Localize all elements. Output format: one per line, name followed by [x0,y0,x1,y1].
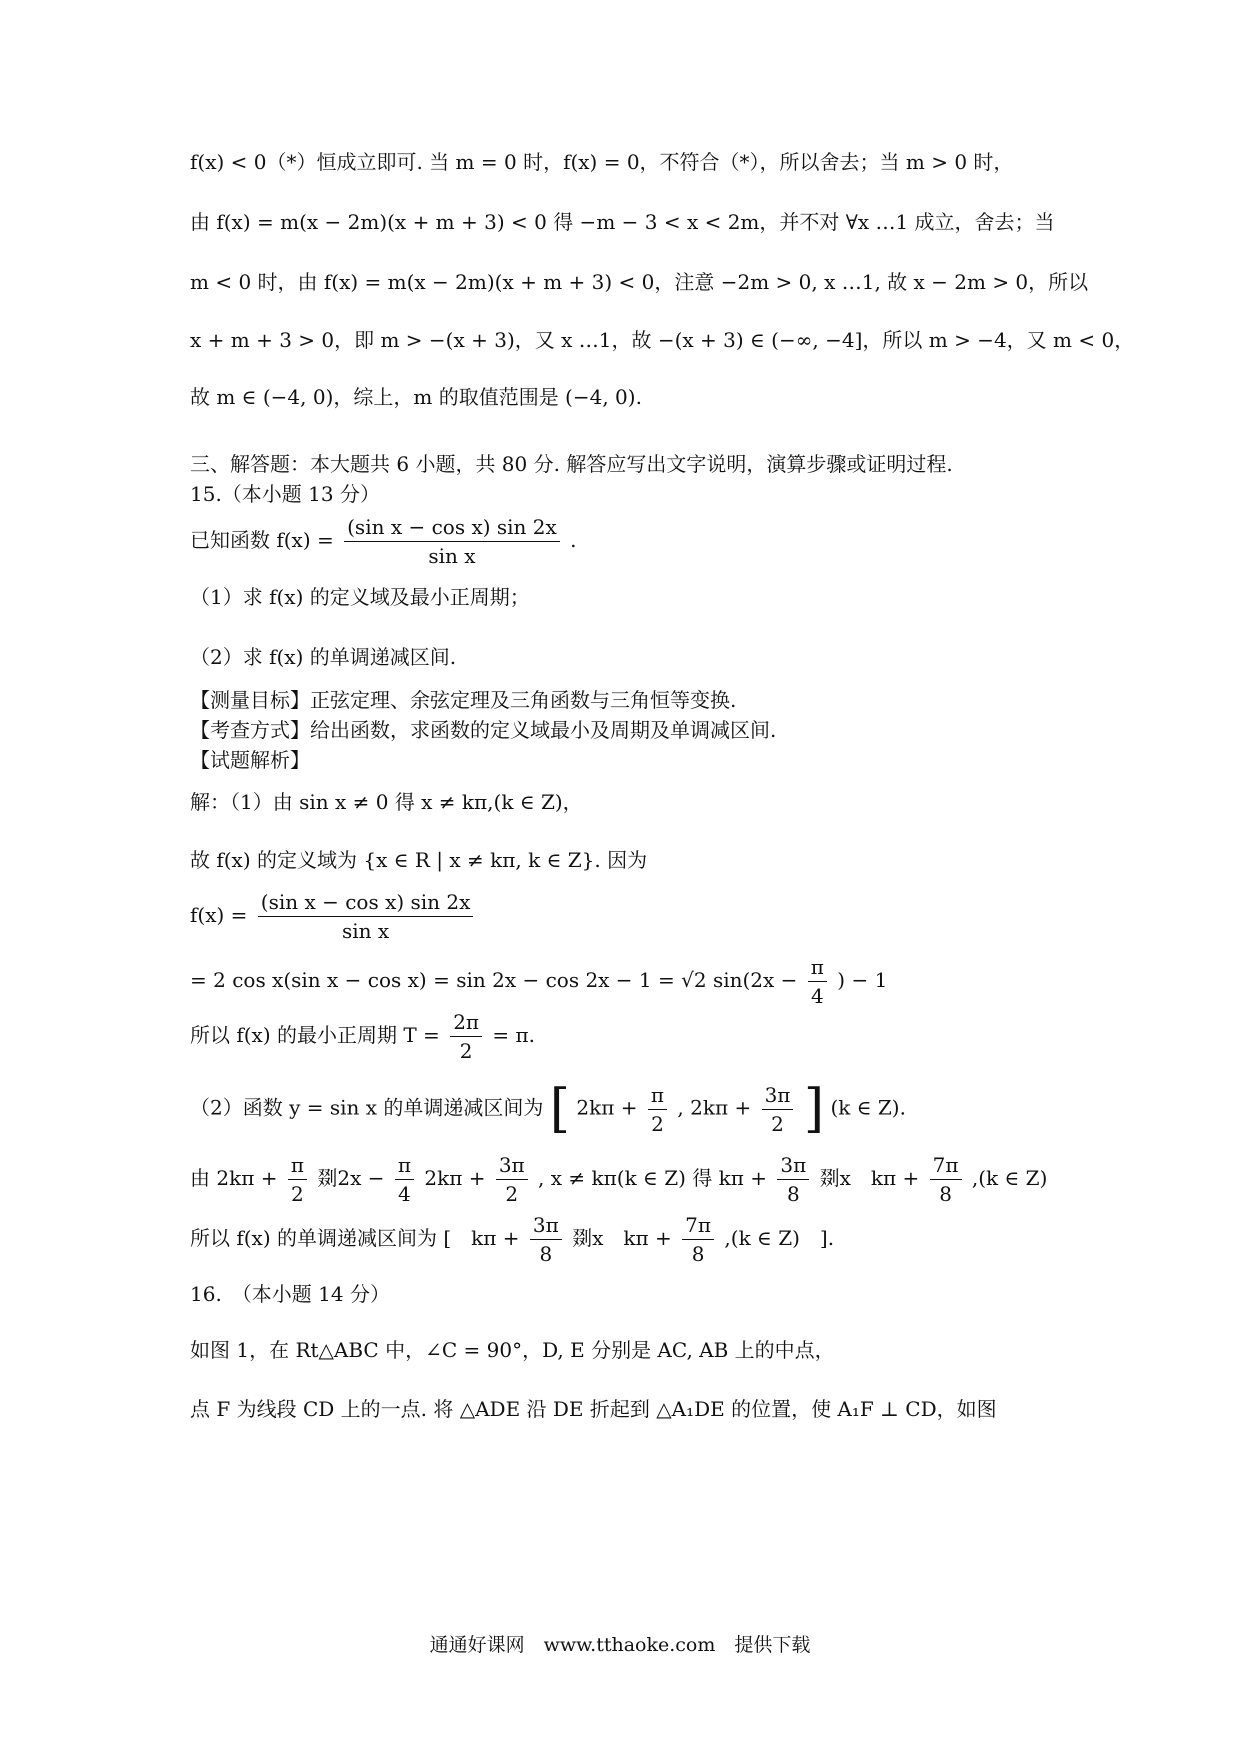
solution-step-4 [190,955,887,1008]
solution-step-6 [190,1078,906,1140]
right-bracket: ] [803,1079,825,1139]
step7-e: 剟x kπ + [819,1166,920,1190]
fraction-numerator: 7π [930,1153,962,1180]
fraction-denominator: 8 [539,1242,553,1266]
step4-fraction [808,955,827,1008]
fraction-denominator: 2 [291,1182,304,1206]
fraction-denominator: 4 [810,984,824,1008]
step8-a: 所以 f(x) 的单调递减区间为 [ kπ + [190,1226,520,1250]
step6-fraction-b [762,1083,794,1136]
step7-fraction-c [496,1153,528,1206]
step6-a: 2kπ + [576,1095,638,1120]
step4-end: ) − 1 [837,968,888,992]
fraction-numerator: 3π [530,1213,562,1240]
q15-title: 15.（本小题 13 分） [190,482,380,506]
q15-given [190,515,577,568]
exam-method: 【考查方式】给出函数，求函数的定义域最小及周期及单调减区间. [190,718,777,742]
step3-fraction [258,890,474,943]
step7-fraction-e [930,1153,962,1206]
step6-prefix: （2）函数 y = sin x 的单调递减区间为 [190,1095,544,1120]
step6-fraction-a [648,1083,667,1136]
fraction-denominator: 8 [786,1182,800,1206]
step7-fraction-b [395,1153,414,1206]
step8-fraction-b [682,1213,714,1266]
fraction-numerator: 7π [682,1213,714,1240]
fraction-denominator: sin x [428,544,476,568]
step8-fraction-a [530,1213,562,1266]
continuation-line-3: m < 0 时，由 f(x) = m(x − 2m)(x + m + 3) < 0，注意 −2m > 0, x …1, 故 x − 2m > 0，所以 [190,270,1089,294]
q16-line-1: 如图 1，在 Rt△ABC 中，∠C = 90°，D, E 分别是 AC, AB 上的中点， [190,1338,835,1362]
q15-given-prefix: 已知函数 f(x) = [190,528,334,552]
page-footer: 通通好课网 www.tthaoke.com 提供下载 [429,1634,811,1656]
fraction-numerator: 3π [762,1083,794,1110]
fraction-denominator: 2 [651,1111,664,1136]
fraction-numerator: π [288,1153,307,1180]
q16-line-2: 点 F 为线段 CD 上的一点. 将 △ADE 沿 DE 折起到 △A₁DE 的位置，使 A₁F ⊥ CD，如图 [190,1397,997,1421]
fraction-numerator: 3π [777,1153,809,1180]
step7-a: 由 2kπ + [190,1166,278,1190]
continuation-line-5: 故 m ∈ (−4, 0)，综上，m 的取值范围是 (−4, 0). [190,385,642,409]
step8-b: 剟x kπ + [572,1226,672,1250]
solution-step-7 [190,1153,1047,1206]
q16-title: 16. （本小题 14 分） [190,1282,390,1306]
continuation-line-1: f(x) < 0（*）恒成立即可. 当 m = 0 时，f(x) = 0，不符合（*），所以舍去；当 m > 0 时， [190,150,1014,174]
solution-step-8 [190,1213,834,1266]
measure-target: 【测量目标】正弦定理、余弦定理及三角函数与三角恒等变换. [190,688,737,712]
step7-end: ,(k ∈ Z) [971,1166,1048,1190]
fraction-numerator: (sin x − cos x) sin 2x [258,890,474,917]
fraction-denominator: 4 [398,1182,411,1206]
step8-end: ,(k ∈ Z) ]. [724,1226,835,1250]
step5-fraction [450,1010,482,1063]
fraction-denominator: 8 [939,1182,952,1206]
step7-fraction-d [777,1153,809,1206]
fraction-numerator: π [648,1083,667,1110]
fraction-numerator: π [808,955,827,982]
fraction-denominator: 8 [691,1242,705,1266]
q15-given-fraction [344,515,560,568]
left-bracket: [ [549,1079,571,1139]
fraction-denominator: 2 [459,1039,473,1063]
step7-fraction-a [288,1153,307,1206]
solution-step-2: 故 f(x) 的定义域为 {x ∈ R | x ≠ kπ, k ∈ Z}. 因为 [190,848,648,872]
step5-end: = π. [492,1023,536,1047]
step7-d: , x ≠ kπ(k ∈ Z) 得 kπ + [538,1166,768,1190]
fraction-numerator: 3π [496,1153,528,1180]
q15-part-1: （1）求 f(x) 的定义域及最小正周期； [190,585,530,609]
section-heading: 三、解答题：本大题共 6 小题，共 80 分. 解答应写出文字说明，演算步骤或证明过程. [190,452,953,476]
step6-b: , 2kπ + [677,1095,752,1120]
step3-prefix: f(x) = [190,903,248,927]
step5-prefix: 所以 f(x) 的最小正周期 T = [190,1023,440,1047]
fraction-denominator: 2 [505,1182,519,1206]
step7-b: 剟2x − [317,1166,385,1190]
fraction-denominator: sin x [342,919,390,943]
continuation-line-4: x + m + 3 > 0，即 m > −(x + 3)，又 x …1，故 −(x + 3) ∈ (−∞, −4]，所以 m > −4，又 m < 0， [190,328,1135,352]
solution-step-5 [190,1010,535,1063]
fraction-numerator: 2π [450,1010,482,1037]
fraction-denominator: 2 [771,1111,784,1136]
solution-step-3 [190,890,477,943]
solution-step-1: 解：（1）由 sin x ≠ 0 得 x ≠ kπ,(k ∈ Z)， [190,790,583,814]
q15-part-2: （2）求 f(x) 的单调递减区间. [190,645,457,669]
step7-c: 2kπ + [424,1166,486,1190]
fraction-numerator: π [395,1153,414,1180]
continuation-line-2: 由 f(x) = m(x − 2m)(x + m + 3) < 0 得 −m − 3 < x < 2m，并不对 ∀x …1 成立，舍去；当 [190,210,1055,234]
q15-given-end: . [570,528,577,552]
analysis-heading: 【试题解析】 [190,748,310,772]
step6-end: (k ∈ Z). [830,1095,906,1120]
fraction-numerator: (sin x − cos x) sin 2x [344,515,560,542]
step4-prefix: = 2 cos x(sin x − cos x) = sin 2x − cos 2x − 1 = √2 sin(2x − [190,968,798,992]
